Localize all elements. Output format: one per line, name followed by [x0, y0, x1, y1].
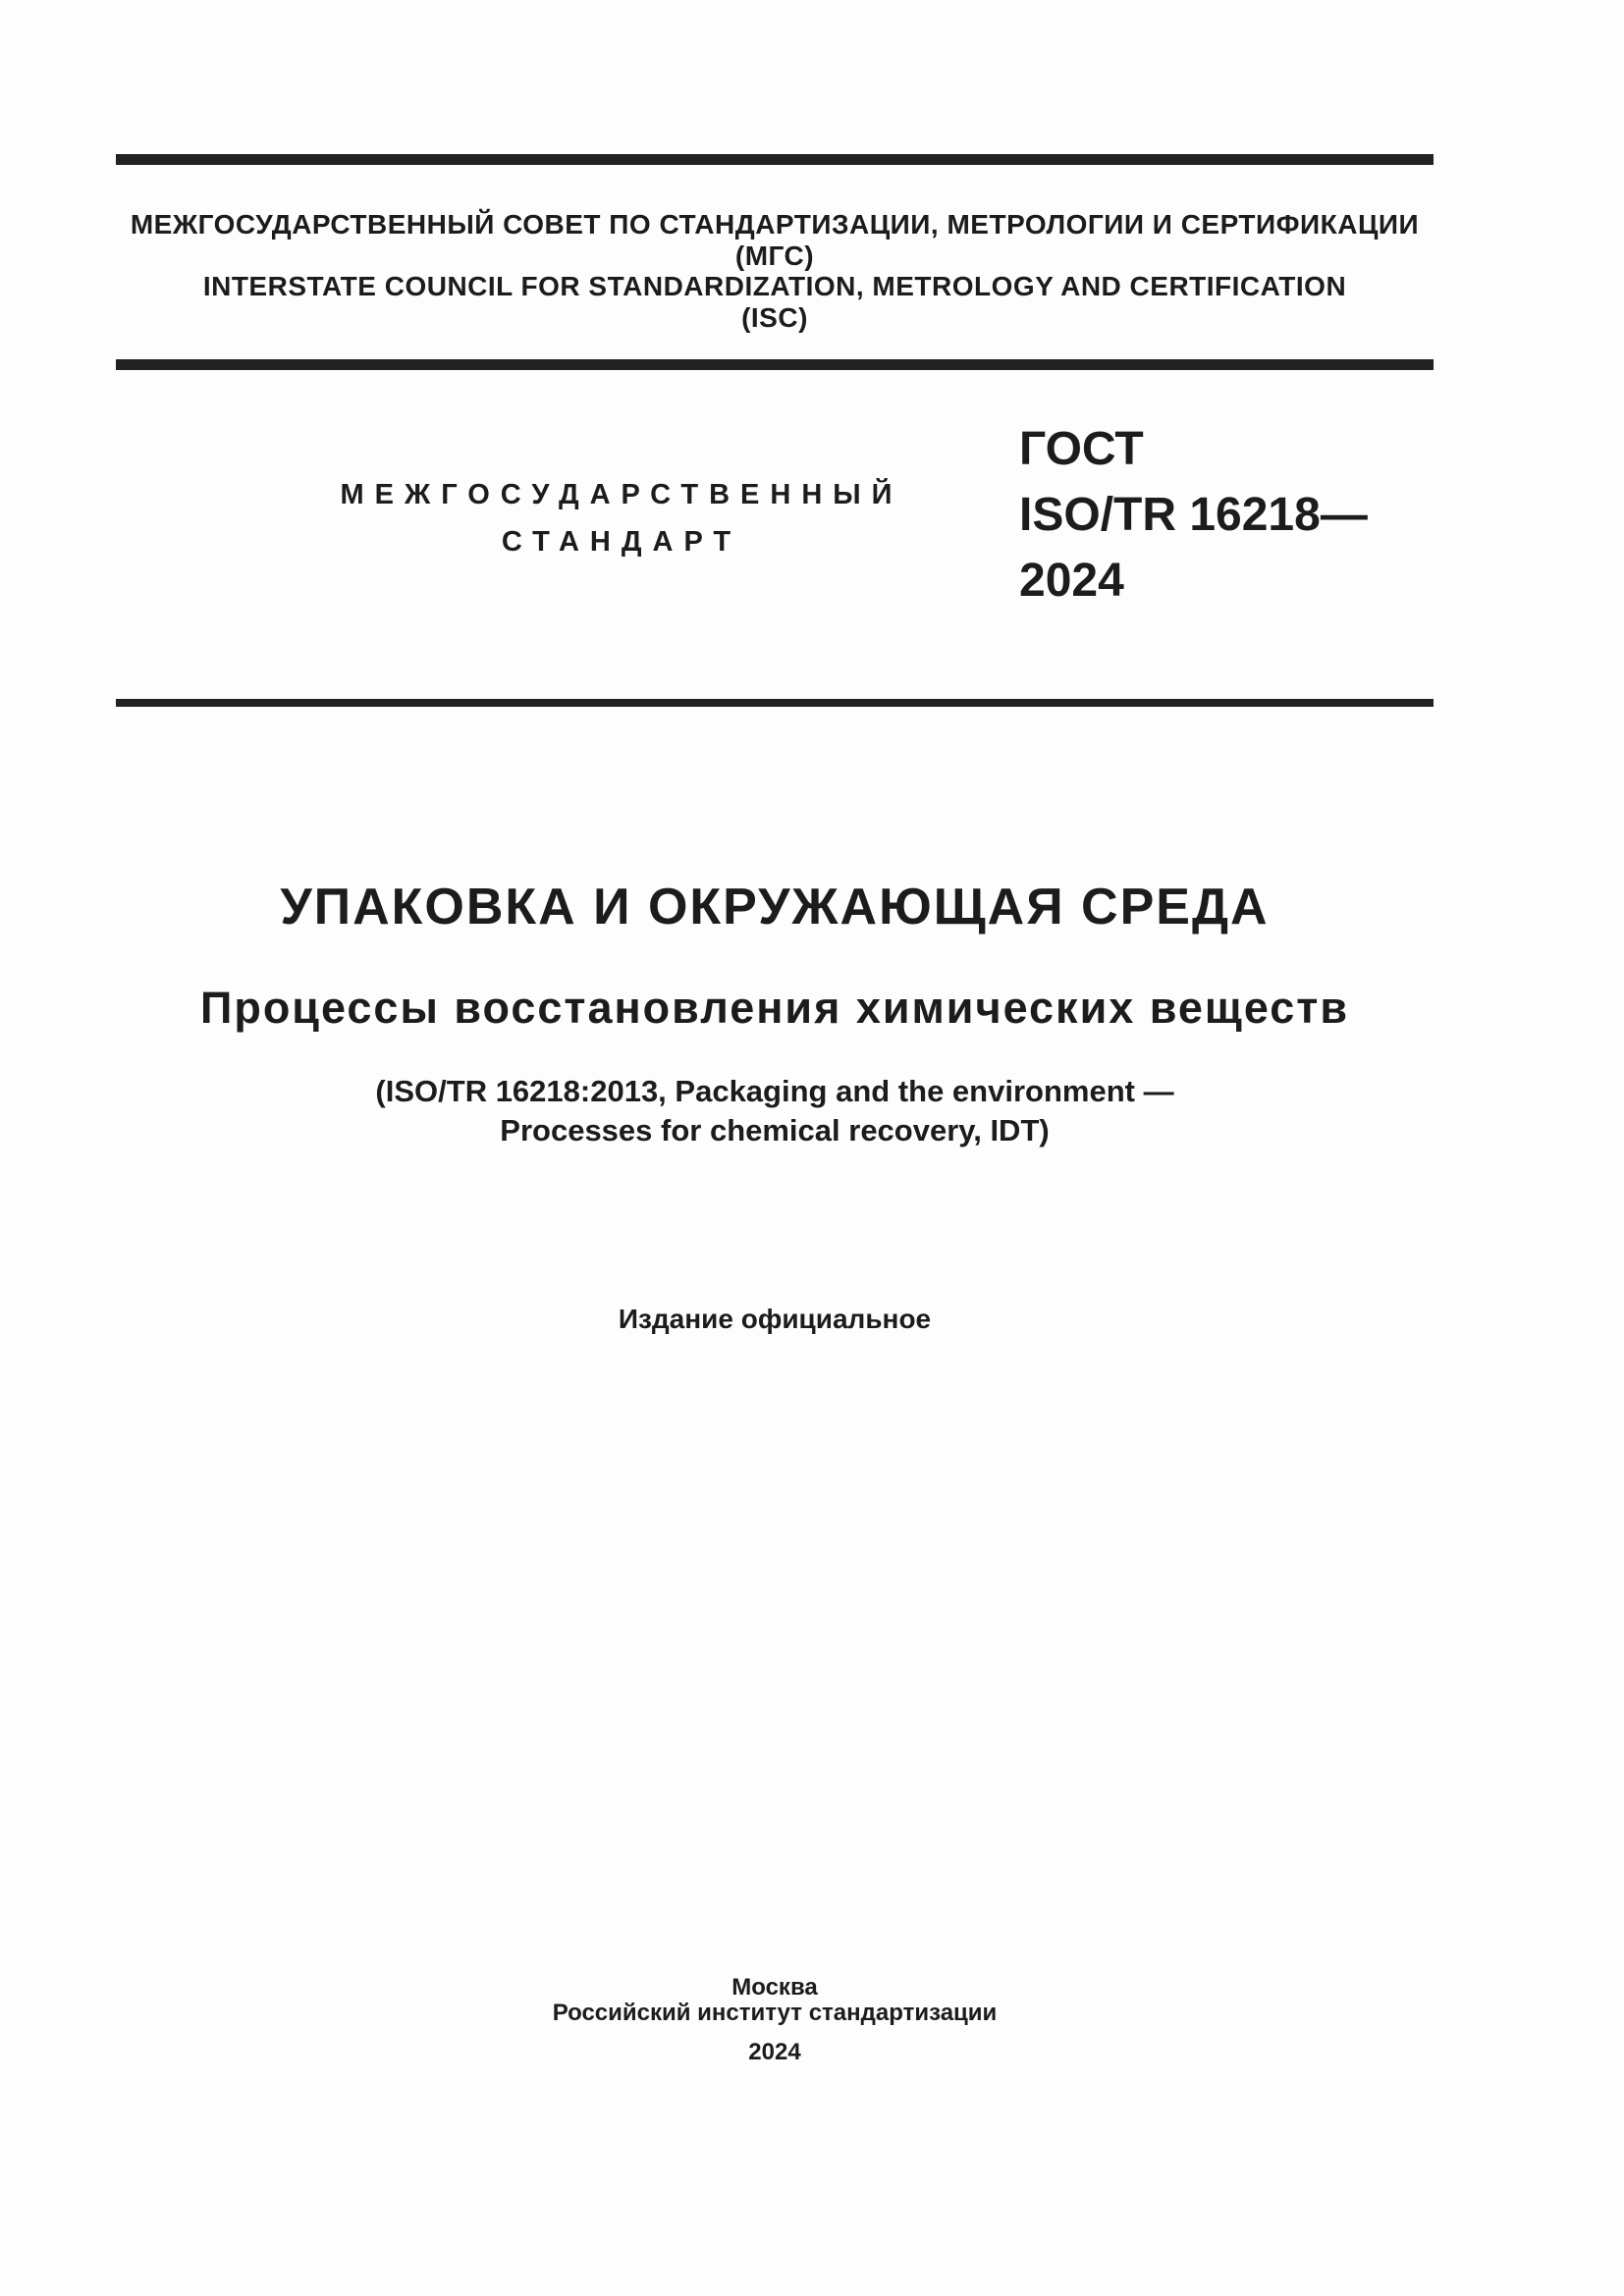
council-name-ru: МЕЖГОСУДАРСТВЕННЫЙ СОВЕТ ПО СТАНДАРТИЗАЦИИ, МЕТРОЛОГИИ И СЕРТИФИКАЦИИ [130, 209, 1420, 240]
document-title: УПАКОВКА И ОКРУЖАЮЩАЯ СРЕДА [280, 879, 1270, 935]
imprint-publisher: Российский институт стандартизации [552, 1999, 998, 2026]
official-edition-note: Издание официальное [618, 1304, 932, 1334]
imprint-block [116, 1975, 1434, 2065]
document-subtitle: Процессы восстановления химических веществ [199, 983, 1350, 1033]
standard-kind-label [116, 471, 1127, 565]
standard-code-gost: ГОСТ [1019, 423, 1144, 475]
standard-code-number: ISO/TR 16218— [1019, 489, 1368, 541]
standard-kind-line2: СТАНДАРТ [501, 526, 742, 558]
iso-origin-line1: (ISO/TR 16218:2013, Packaging and the environment — [375, 1074, 1174, 1108]
divider-bar-top [116, 154, 1434, 165]
council-name-en: INTERSTATE COUNCIL FOR STANDARDIZATION, METROLOGY AND CERTIFICATION [202, 271, 1347, 301]
iso-origin-line2: Processes for chemical recovery, IDT) [500, 1113, 1050, 1148]
standard-code-year: 2024 [1019, 555, 1124, 607]
council-abbr-ru: (МГС) [734, 240, 815, 271]
divider-bar-thin [116, 699, 1434, 707]
council-header [116, 209, 1434, 333]
imprint-city: Москва [731, 1974, 818, 2001]
imprint-year: 2024 [748, 2039, 801, 2065]
standard-designation [1019, 416, 1434, 614]
divider-bar-middle [116, 359, 1434, 370]
council-abbr-en: (ISC) [741, 301, 808, 333]
iso-origin-reference [116, 1072, 1434, 1150]
standard-kind-line1: МЕЖГОСУДАРСТВЕННЫЙ [340, 479, 903, 510]
